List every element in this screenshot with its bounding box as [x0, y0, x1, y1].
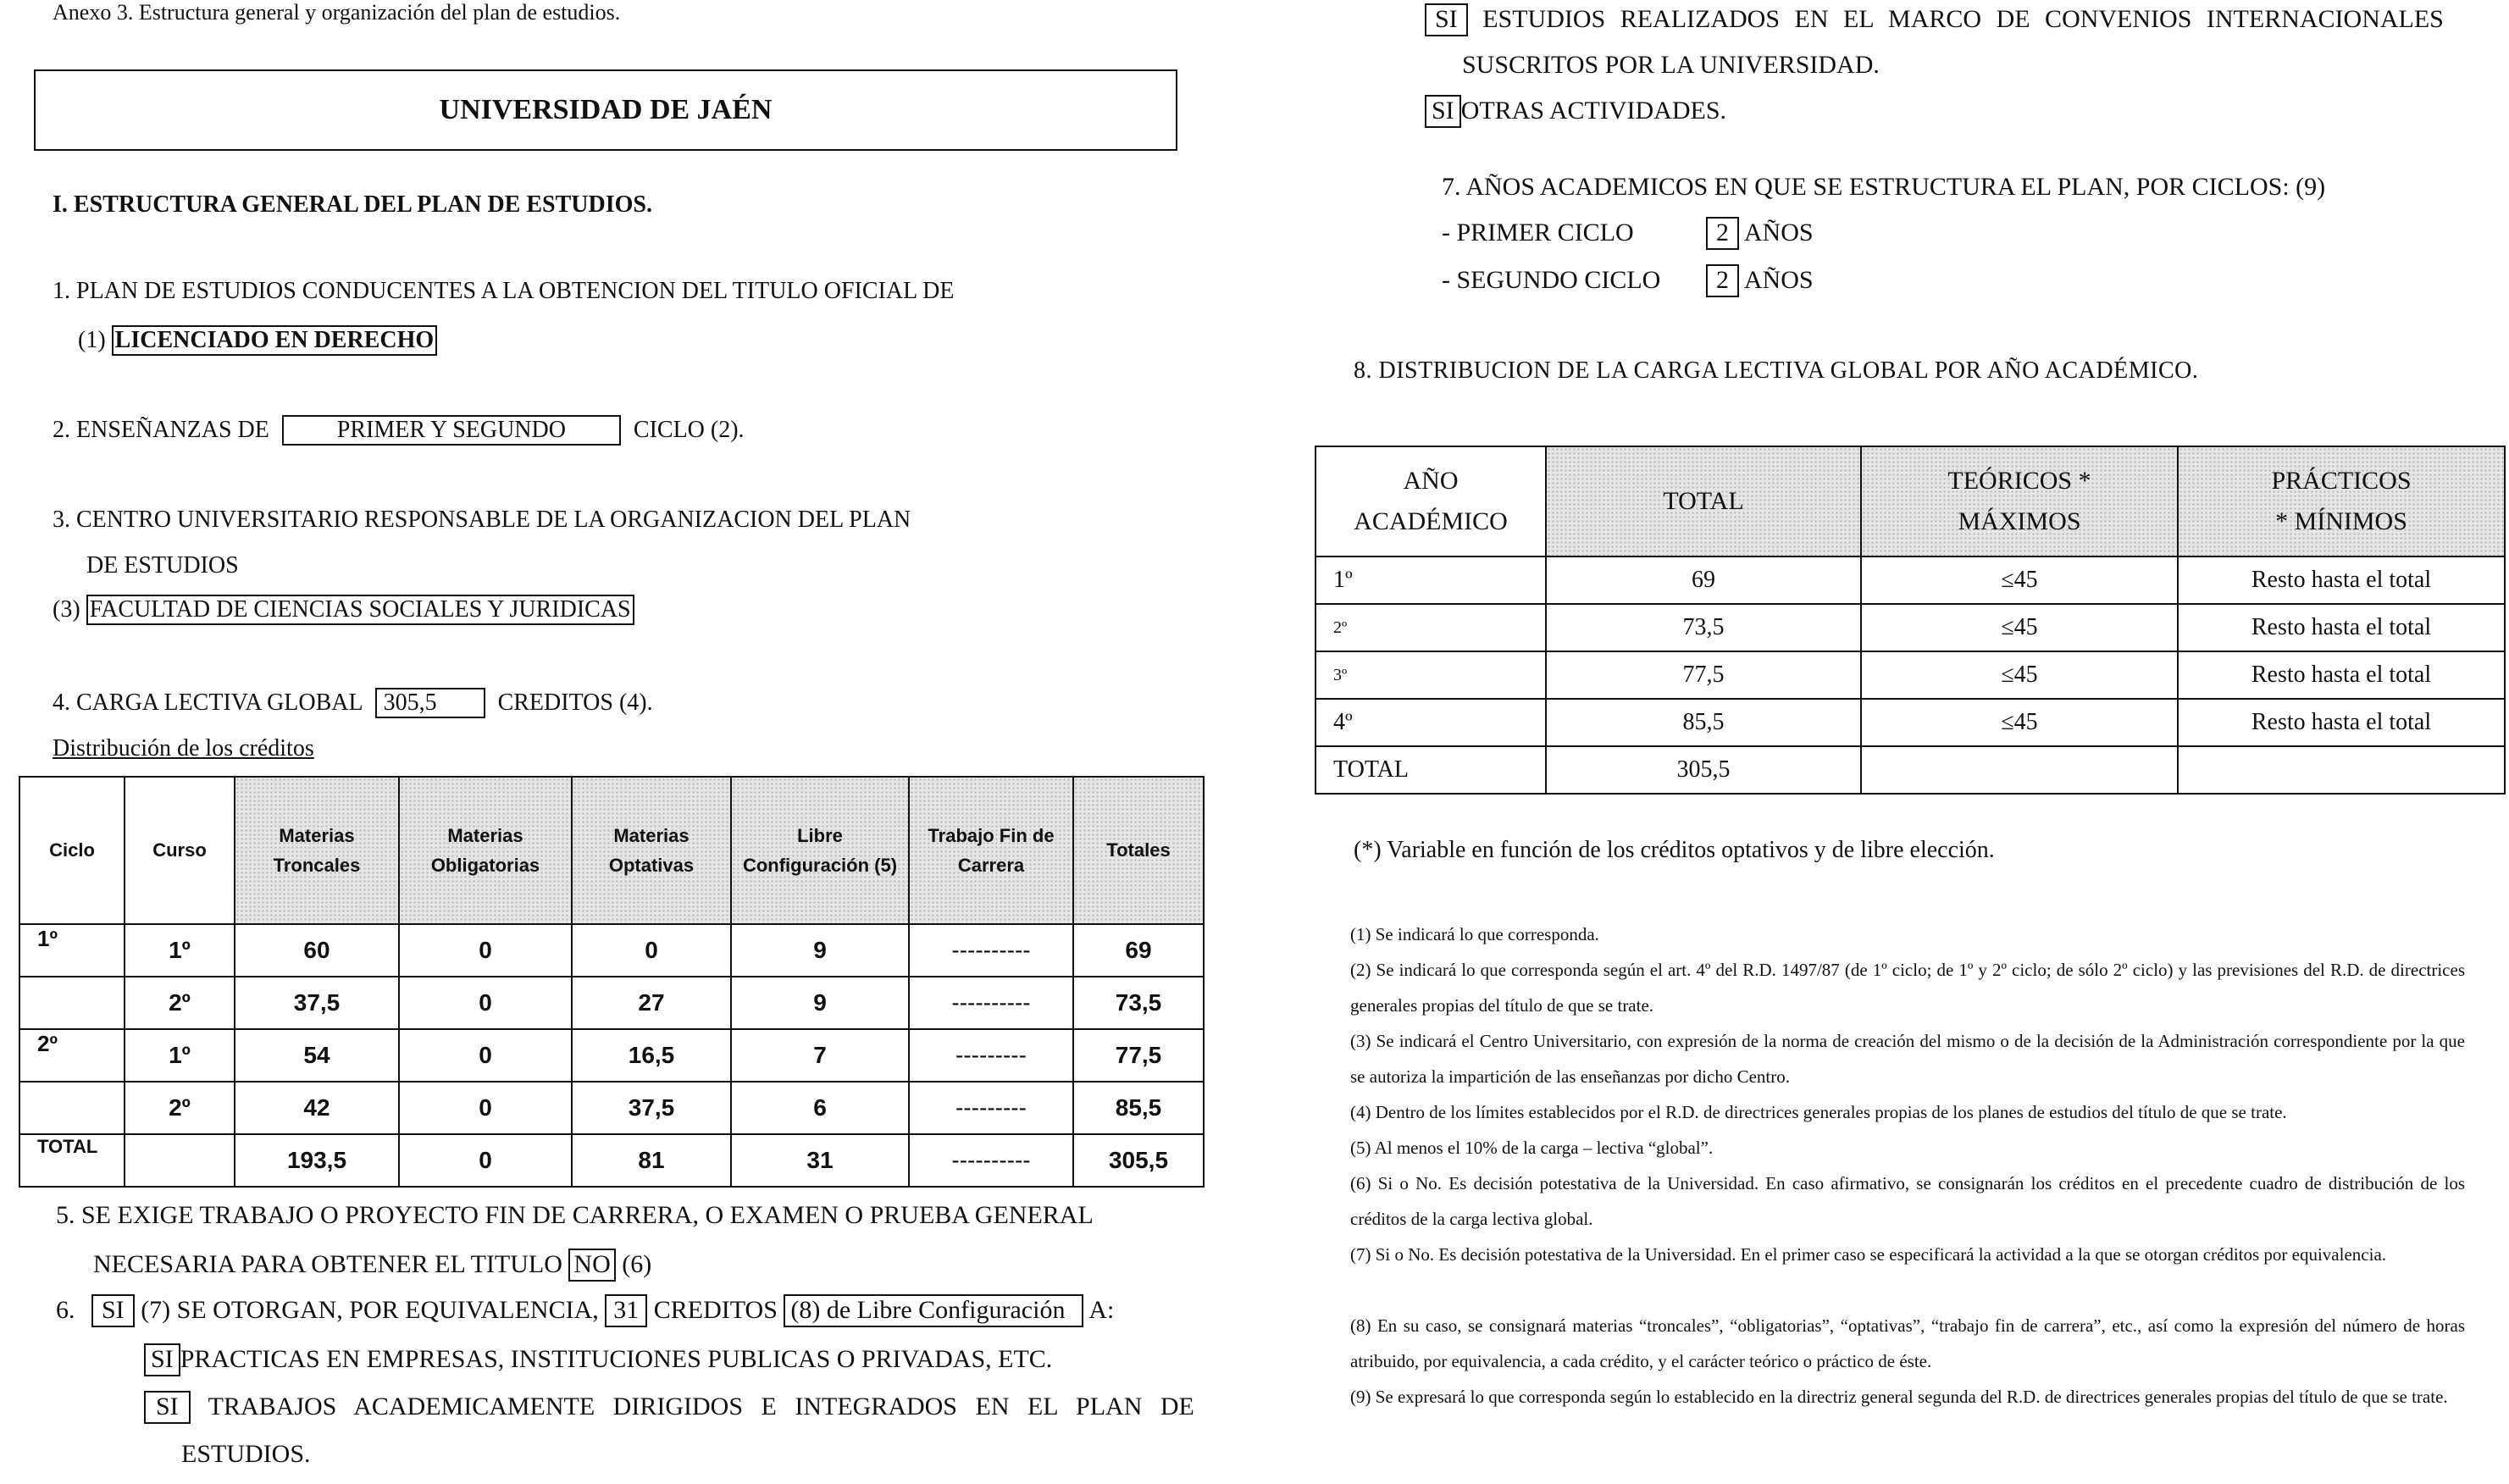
final-project-field: NO	[568, 1249, 615, 1282]
credits-header-tfc: Trabajo Fin de Carrera	[909, 777, 1073, 924]
credits-cell-curso: 2º	[125, 1082, 235, 1134]
item3-ref: (3)	[53, 596, 80, 623]
note-item: (8) En su caso, se consignará materias “troncales”, “obligatorias”, “optativas”, “trabajo fin de carrera”, etc., así como la expresión del número de horas atribuido, por equivalencia, a cada crédito, y el carácter teórico o práctico de éste.	[1350, 1315, 2465, 1371]
credits-cell-libre: 9	[731, 977, 909, 1029]
section-title: I. ESTRUCTURA GENERAL DEL PLAN DE ESTUDIOS.	[53, 191, 652, 218]
credits-header-totales: Totales	[1073, 777, 1204, 924]
credits-cell-ciclo	[19, 977, 125, 1029]
item5-ref: (6)	[622, 1250, 652, 1278]
option-trabajos-label: TRABAJOS ACADEMICAMENTE DIRIGIDOS E INTEGRADOS EN EL PLAN DE	[208, 1393, 1194, 1420]
load-cell-total: 69	[1546, 556, 1861, 604]
item6-text3: A:	[1088, 1296, 1115, 1324]
credits-cell-optativas: 16,5	[572, 1029, 731, 1082]
option-convenios	[1425, 3, 2444, 36]
credits-cell-troncales: 54	[235, 1029, 399, 1082]
credits-cell-optativas: 37,5	[572, 1082, 731, 1134]
load-footnote: (*) Variable en función de los créditos optativos y de libre elección.	[1354, 837, 1995, 863]
option-trabajos-label2: ESTUDIOS.	[181, 1440, 311, 1468]
credits-header-optativas: Materias Optativas	[572, 777, 731, 924]
cycle-primer-label: - PRIMER CICLO	[1442, 219, 1634, 246]
option-trabajos-mark: SI	[144, 1391, 191, 1424]
load-cell-ano: 3º	[1315, 651, 1546, 699]
credits-cell-totales: 73,5	[1073, 977, 1204, 1029]
credits-distribution-title: Distribución de los créditos	[53, 735, 314, 761]
load-cell-teoricos: ≤45	[1861, 556, 2178, 604]
note-item: (9) Se expresará lo que corresponda según lo establecido en la directriz general segunda del R.D. de directrices generales propias del título de que se trate.	[1350, 1387, 2448, 1407]
option-convenios-mark: SI	[1425, 3, 1468, 36]
credits-cell-curso: 1º	[125, 1029, 235, 1082]
credits-cell-obligatorias: 0	[399, 924, 572, 977]
item5-line1: 5. SE EXIGE TRABAJO O PROYECTO FIN DE CARRERA, O EXAMEN O PRUEBA GENERAL	[56, 1201, 1094, 1229]
note-item: (3) Se indicará el Centro Universitario, con expresión de la norma de creación del mismo o de la decisión de la Administración correspondiente por la que se autoriza la impartición de las enseñanzas por dicho Centro.	[1350, 1031, 2465, 1087]
credits-cell-troncales: 37,5	[235, 977, 399, 1029]
credits-cell-tfc: ----------	[909, 924, 1073, 977]
load-header-total: TOTAL	[1546, 446, 1861, 556]
load-cell-teoricos: ≤45	[1861, 699, 2178, 746]
credits-cell-ciclo	[19, 1082, 125, 1134]
load-cell-practicos: Resto hasta el total	[2178, 556, 2505, 604]
load-table-row	[1315, 556, 2505, 604]
option-convenios-label2: SUSCRITOS POR LA UNIVERSIDAD.	[1462, 51, 1880, 79]
credits-cell-obligatorias: 0	[399, 1029, 572, 1082]
load-cell-ano: TOTAL	[1315, 746, 1546, 794]
option-otras	[1425, 95, 1726, 128]
credits-cell-tfc: ---------	[909, 1029, 1073, 1082]
cycle-primer	[1442, 217, 1814, 250]
credits-header-obligatorias: Materias Obligatorias	[399, 777, 572, 924]
university-title: UNIVERSIDAD DE JAÉN	[439, 94, 773, 125]
credits-cell-libre: 31	[731, 1134, 909, 1187]
credits-cell-troncales: 60	[235, 924, 399, 977]
credits-cell-ciclo: 2º	[19, 1029, 125, 1082]
credits-cell-curso: 1º	[125, 924, 235, 977]
credits-header-troncales: Materias Troncales	[235, 777, 399, 924]
item2	[53, 415, 745, 446]
cycle-primer-unit: AÑOS	[1743, 219, 1814, 246]
global-load-field: 305,5	[375, 688, 485, 718]
load-table-row	[1315, 746, 2505, 794]
load-table-row	[1315, 699, 2505, 746]
load-cell-teoricos: ≤45	[1861, 604, 2178, 651]
load-cell-total: 73,5	[1546, 604, 1861, 651]
option-practicas-mark: SI	[144, 1343, 180, 1376]
item6-line	[56, 1294, 1114, 1327]
load-header-practicos	[2178, 446, 2505, 556]
item2-prefix: 2. ENSEÑANZAS DE	[53, 417, 269, 443]
teaching-cycles-field: PRIMER Y SEGUNDO	[282, 415, 621, 446]
load-cell-total: 305,5	[1546, 746, 1861, 794]
item1-text: 1. PLAN DE ESTUDIOS CONDUCENTES A LA OBTENCION DEL TITULO OFICIAL DE	[53, 278, 955, 304]
credits-cell-libre: 7	[731, 1029, 909, 1082]
item2-suffix: CICLO (2).	[633, 417, 745, 443]
load-cell-practicos: Resto hasta el total	[2178, 651, 2505, 699]
cycle-segundo-label: - SEGUNDO CICLO	[1442, 266, 1661, 294]
annex-header: Anexo 3. Estructura general y organización del plan de estudios.	[53, 0, 621, 25]
option-trabajos	[144, 1391, 1194, 1424]
load-header-ano	[1315, 446, 1546, 556]
credits-cell-tfc: ----------	[909, 977, 1073, 1029]
load-cell-practicos: Resto hasta el total	[2178, 699, 2505, 746]
credits-cell-totales: 77,5	[1073, 1029, 1204, 1082]
credits-cell-curso: 2º	[125, 977, 235, 1029]
load-cell-ano: 4º	[1315, 699, 1546, 746]
note-item: (4) Dentro de los límites establecidos por el R.D. de directrices generales propias de los planes de estudios del título de que se trate.	[1350, 1102, 2287, 1122]
credits-cell-obligatorias: 0	[399, 1134, 572, 1187]
equivalence-credits-field: 31	[605, 1294, 647, 1327]
load-cell-ano: 1º	[1315, 556, 1546, 604]
credits-header-ciclo: Ciclo	[19, 777, 125, 924]
item5-line2	[93, 1249, 651, 1282]
load-cell-teoricos: ≤45	[1861, 651, 2178, 699]
credits-table-row	[19, 1082, 1204, 1134]
note-item: (2) Se indicará lo que corresponda según el art. 4º del R.D. 1497/87 (de 1º ciclo; de 1º y 2º ciclo; de sólo 2º ciclo) y las previsiones del R.D. de directrices generales propias del título de que se trate.	[1350, 960, 2465, 1016]
credits-cell-optativas: 27	[572, 977, 731, 1029]
item3-answer	[53, 595, 634, 625]
option-otras-label: OTRAS ACTIVIDADES.	[1460, 97, 1727, 125]
load-header-practicos-text: PRÁCTICOS * MÍNIMOS	[2271, 467, 2412, 535]
credits-table	[19, 776, 1205, 1188]
item6-num: 6.	[56, 1296, 75, 1324]
note-item: (5) Al menos el 10% de la carga – lectiva “global”.	[1350, 1138, 1714, 1158]
credits-cell-tfc: ----------	[909, 1134, 1073, 1187]
item3-line2: DE ESTUDIOS	[86, 552, 239, 579]
credits-cell-totales: 85,5	[1073, 1082, 1204, 1134]
credits-cell-obligatorias: 0	[399, 977, 572, 1029]
item1-ref: (1)	[78, 327, 106, 353]
credits-table-row	[19, 924, 1204, 977]
credits-cell-troncales: 193,5	[235, 1134, 399, 1187]
credits-cell-libre: 6	[731, 1082, 909, 1134]
item4-prefix: 4. CARGA LECTIVA GLOBAL	[53, 689, 363, 716]
credits-header-curso: Curso	[125, 777, 235, 924]
load-cell-total: 77,5	[1546, 651, 1861, 699]
load-table-header-row	[1315, 446, 2505, 556]
note-item: (6) Si o No. Es decisión potestativa de la Universidad. En caso afirmativo, se consignarán los créditos en el precedente cuadro de distribución de los créditos de la carga lectiva global.	[1350, 1173, 2465, 1229]
credits-cell-obligatorias: 0	[399, 1082, 572, 1134]
option-convenios-label: ESTUDIOS REALIZADOS EN EL MARCO DE CONVENIOS INTERNACIONALES	[1482, 5, 2444, 33]
credits-cell-optativas: 0	[572, 924, 731, 977]
option-otras-mark: SI	[1425, 95, 1461, 128]
note-item: (1) Se indicará lo que corresponda.	[1350, 924, 1599, 944]
load-cell-practicos	[2178, 746, 2505, 794]
item3-line1: 3. CENTRO UNIVERSITARIO RESPONSABLE DE LA ORGANIZACION DEL PLAN	[53, 507, 911, 533]
credits-header-libre: Libre Configuración (5)	[731, 777, 909, 924]
cycle-primer-years: 2	[1706, 217, 1739, 250]
credits-table-header-row	[19, 777, 1204, 924]
faculty-field: FACULTAD DE CIENCIAS SOCIALES Y JURIDICAS	[86, 595, 634, 625]
cycle-segundo-years: 2	[1706, 264, 1739, 297]
item4	[53, 688, 653, 718]
item7-title: 7. AÑOS ACADEMICOS EN QUE SE ESTRUCTURA EL PLAN, POR CICLOS: (9)	[1442, 173, 2326, 201]
load-header-teoricos-text: TEÓRICOS * MÁXIMOS	[1947, 467, 2091, 535]
credits-cell-libre: 9	[731, 924, 909, 977]
credits-table-row	[19, 977, 1204, 1029]
libre-configuracion-field: (8) de Libre Configuración	[784, 1294, 1083, 1327]
load-distribution-table	[1315, 446, 2506, 795]
credits-cell-tfc: ---------	[909, 1082, 1073, 1134]
credits-table-row	[19, 1029, 1204, 1082]
load-cell-practicos: Resto hasta el total	[2178, 604, 2505, 651]
equivalence-si-field: SI	[91, 1294, 135, 1327]
load-header-teoricos	[1861, 446, 2178, 556]
option-practicas	[144, 1343, 1052, 1376]
credits-table-row	[19, 1134, 1204, 1187]
load-cell-teoricos	[1861, 746, 2178, 794]
note-item: (7) Si o No. Es decisión potestativa de la Universidad. En el primer caso se especificará la actividad a la que se otorgan créditos por equivalencia.	[1350, 1244, 2387, 1265]
credits-cell-troncales: 42	[235, 1082, 399, 1134]
credits-cell-totales: 69	[1073, 924, 1204, 977]
credits-cell-optativas: 81	[572, 1134, 731, 1187]
item1-answer	[78, 325, 437, 356]
credits-cell-ciclo: 1º	[19, 924, 125, 977]
credits-cell-ciclo: TOTAL	[19, 1134, 125, 1187]
load-cell-ano: 2º	[1315, 604, 1546, 651]
load-table-row	[1315, 651, 2505, 699]
load-cell-total: 85,5	[1546, 699, 1861, 746]
item5-text: NECESARIA PARA OBTENER EL TITULO	[93, 1250, 562, 1278]
item4-suffix: CREDITOS (4).	[497, 689, 653, 716]
item8-title: 8. DISTRIBUCION DE LA CARGA LECTIVA GLOBAL POR AÑO ACADÉMICO.	[1354, 357, 2199, 384]
university-title-box	[34, 69, 1177, 151]
degree-title-field: LICENCIADO EN DERECHO	[112, 325, 438, 356]
load-header-ano-text: AÑO ACADÉMICO	[1354, 467, 1508, 535]
load-table-row	[1315, 604, 2505, 651]
credits-cell-totales: 305,5	[1073, 1134, 1204, 1187]
option-practicas-label: PRACTICAS EN EMPRESAS, INSTITUCIONES PUBLICAS O PRIVADAS, ETC.	[180, 1345, 1053, 1373]
cycle-segundo-unit: AÑOS	[1743, 266, 1814, 294]
cycle-segundo	[1442, 264, 1814, 297]
item6-text2: CREDITOS	[653, 1296, 778, 1324]
credits-cell-curso	[125, 1134, 235, 1187]
item6-text1: (7) SE OTORGAN, POR EQUIVALENCIA,	[141, 1296, 599, 1324]
